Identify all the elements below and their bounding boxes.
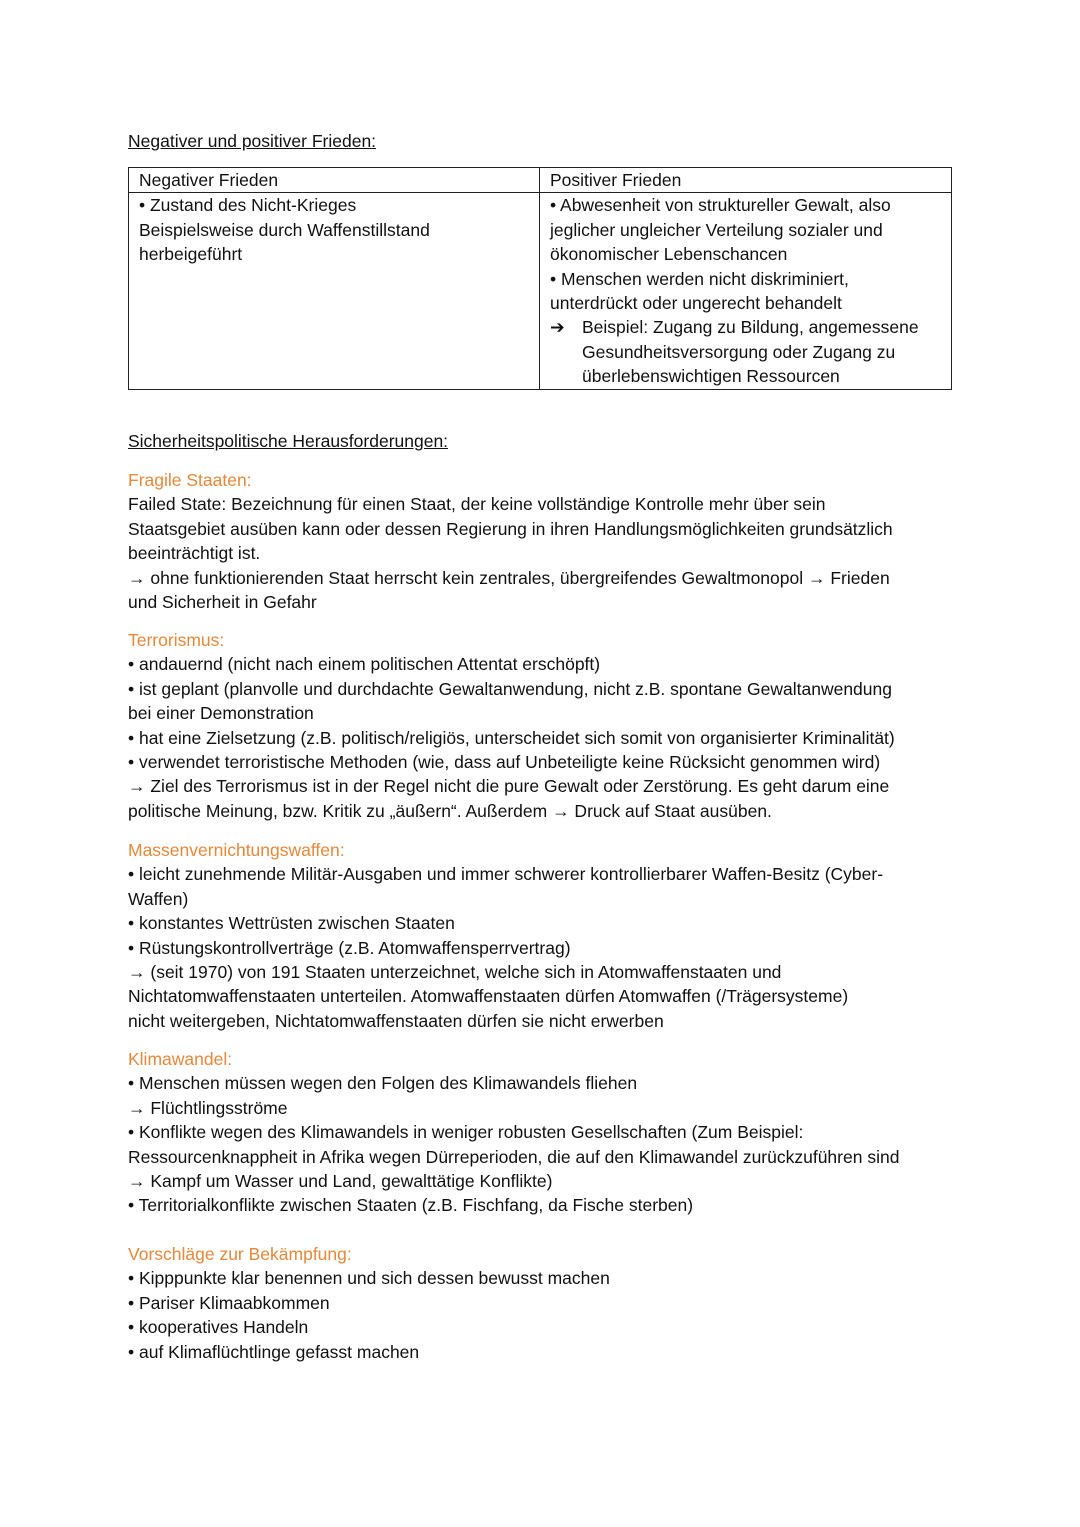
cell-line: Beispiel: Zugang zu Bildung, angemessene	[582, 317, 919, 338]
cell-line: • Abwesenheit von struktureller Gewalt, also	[550, 195, 891, 216]
text-line: • hat eine Zielsetzung (z.B. politisch/religiös, unterscheidet sich somit von organisierter Kriminalität)	[128, 727, 895, 748]
text-line: → Ziel des Terrorismus ist in der Regel nicht die pure Gewalt oder Zerstörung. Es geht darum eine	[128, 776, 890, 797]
peace-table	[128, 167, 952, 390]
cell-line: • Zustand des Nicht-Krieges	[139, 195, 357, 216]
cell-line: jeglicher ungleicher Verteilung sozialer und	[550, 219, 883, 240]
header-positive: Positiver Frieden	[540, 168, 952, 193]
example-block	[550, 315, 943, 388]
text-line: • andauernd (nicht nach einem politischen Attentat erschöpft)	[128, 654, 601, 675]
text-line: → (seit 1970) von 191 Staaten unterzeichnet, welche sich in Atomwaffenstaaten und	[128, 961, 782, 982]
text-line: Waffen)	[128, 888, 189, 909]
heading-peace: Negativer und positiver Frieden:	[128, 131, 377, 151]
text-line: Failed State: Bezeichnung für einen Staat, der keine vollständige Kontrolle mehr über sein	[128, 494, 826, 515]
text-line: • Pariser Klimaabkommen	[128, 1292, 330, 1313]
text-line: • Territorialkonflikte zwischen Staaten (z.B. Fischfang, da Fische sterben)	[128, 1195, 694, 1216]
section-title: Fragile Staaten:	[128, 470, 252, 490]
cell-line: Gesundheitsversorgung oder Zugang zu	[582, 341, 896, 362]
cell-line: Beispielsweise durch Waffenstillstand	[139, 219, 430, 240]
text-line: • Rüstungskontrollverträge (z.B. Atomwaffensperrvertrag)	[128, 937, 571, 958]
cell-line: herbeigeführt	[139, 244, 243, 265]
text-line: und Sicherheit in Gefahr	[128, 591, 317, 612]
cell-negative	[129, 193, 540, 389]
section-climate	[128, 1047, 899, 1218]
table-body-row	[129, 193, 952, 389]
text-line: • ist geplant (planvolle und durchdachte Gewaltanwendung, nicht z.B. spontane Gewaltanwendung	[128, 678, 892, 699]
text-line: • konstantes Wettrüsten zwischen Staaten	[128, 913, 455, 934]
section-title: Massenvernichtungswaffen:	[128, 840, 345, 860]
text-line: → Kampf um Wasser und Land, gewalttätige Konflikte)	[128, 1170, 553, 1191]
cell-line: • Menschen werden nicht diskriminiert,	[550, 268, 849, 289]
section-title: Terrorismus:	[128, 630, 225, 650]
section-title: Klimawandel:	[128, 1049, 233, 1069]
cell-line: unterdrückt oder ungerecht behandelt	[550, 292, 842, 313]
text-line: • Kipppunkte klar benennen und sich dessen bewusst machen	[128, 1268, 610, 1289]
table-header-row	[129, 168, 952, 193]
text-line: nicht weitergeben, Nichtatomwaffenstaaten dürfen sie nicht erwerben	[128, 1010, 664, 1031]
text-line: • Menschen müssen wegen den Folgen des Klimawandels fliehen	[128, 1073, 638, 1094]
text-line: Ressourcenknappheit in Afrika wegen Dürreperioden, die auf den Klimawandel zurückzuführen sind	[128, 1146, 900, 1167]
text-line: • verwendet terroristische Methoden (wie, dass auf Unbeteiligte keine Rücksicht genommen wird)	[128, 751, 881, 772]
text-line: beeinträchtigt ist.	[128, 543, 261, 564]
section-proposals	[128, 1242, 610, 1364]
text-line: → Flüchtlingsströme	[128, 1097, 288, 1118]
text-line: Nichtatomwaffenstaaten unterteilen. Atomwaffenstaaten dürfen Atomwaffen (/Trägersysteme)	[128, 986, 849, 1007]
heading-security: Sicherheitspolitische Herausforderungen:	[128, 431, 449, 451]
text-line: • auf Klimaflüchtlinge gefasst machen	[128, 1341, 420, 1362]
section-title: Vorschläge zur Bekämpfung:	[128, 1244, 352, 1264]
cell-line: überlebenswichtigen Ressourcen	[582, 366, 840, 387]
section-terrorism	[128, 628, 895, 823]
arrow-right-icon: ➔	[550, 317, 565, 338]
text-line: • kooperatives Handeln	[128, 1317, 309, 1338]
header-negative: Negativer Frieden	[129, 168, 540, 193]
cell-positive	[540, 193, 952, 389]
text-line: politische Meinung, bzw. Kritik zu „äußern“. Außerdem → Druck auf Staat ausüben.	[128, 800, 772, 821]
text-line: • leicht zunehmende Militär-Ausgaben und immer schwerer kontrollierbarer Waffen-Besitz (Cyber-	[128, 864, 884, 885]
section-fragile-states	[128, 468, 893, 614]
text-line: Staatsgebiet ausüben kann oder dessen Regierung in ihren Handlungsmöglichkeiten grundsätzlich	[128, 518, 893, 539]
section-wmd	[128, 838, 883, 1033]
cell-line: ökonomischer Lebenschancen	[550, 244, 788, 265]
text-line: → ohne funktionierenden Staat herrscht kein zentrales, übergreifendes Gewaltmonopol → Frieden	[128, 567, 890, 588]
text-line: • Konflikte wegen des Klimawandels in weniger robusten Gesellschaften (Zum Beispiel:	[128, 1122, 804, 1143]
text-line: bei einer Demonstration	[128, 703, 314, 724]
